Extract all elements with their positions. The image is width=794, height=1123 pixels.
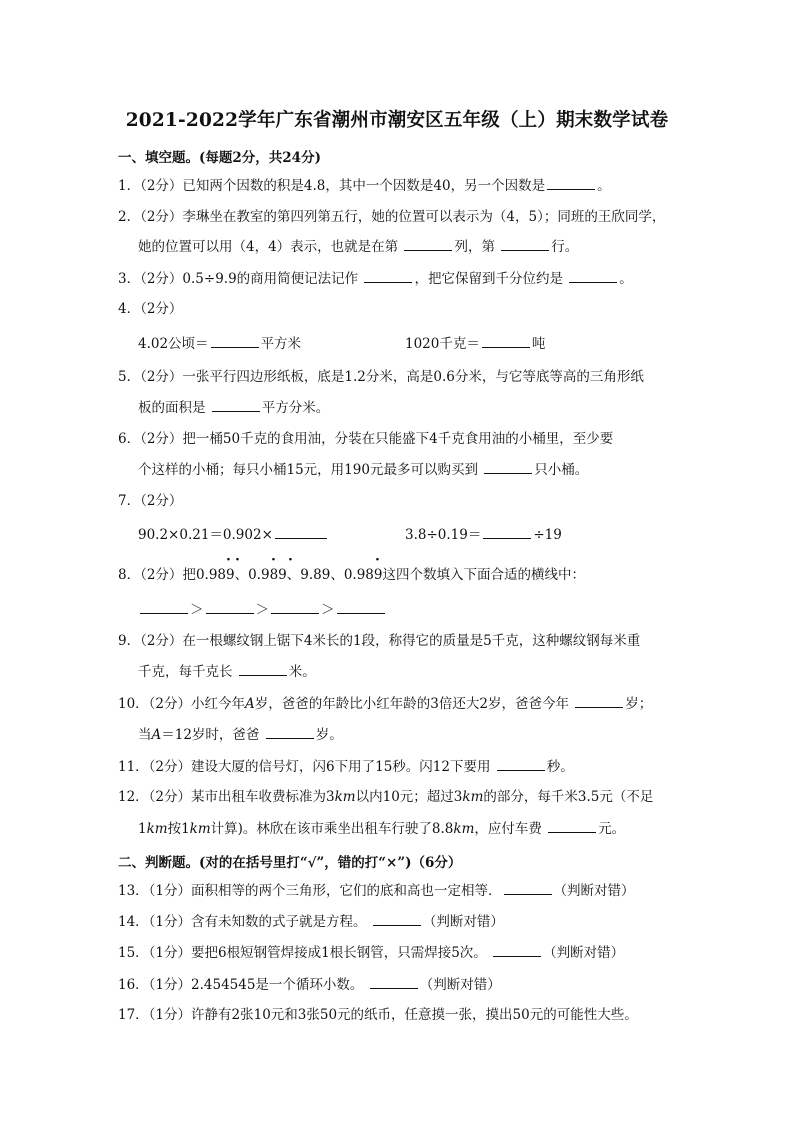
repeating-dot: · <box>271 552 276 568</box>
question-6: 6．（2分）把一桶50千克的食用油，分装在只能盛下4千克食用油的小桶里，至少要 <box>118 431 614 447</box>
answer-blank[interactable] <box>271 601 319 614</box>
question-9: 9．（2分）在一根螺纹钢上锯下4米长的1段，称得它的质量是5千克，这种螺纹钢每米重 <box>118 633 641 649</box>
answer-blank[interactable] <box>497 758 545 771</box>
answer-blank[interactable] <box>547 177 595 190</box>
answer-blank[interactable] <box>569 270 617 283</box>
answer-blank[interactable] <box>373 913 421 926</box>
question-2-cont: 她的位置可以用（4，4）表示，也就是在第 列，第 行。 <box>138 239 579 255</box>
answer-blank[interactable] <box>266 726 314 739</box>
question-13: 13．（1分）面积相等的两个三角形，它们的底和高也一定相等． （判断对错） <box>118 883 635 899</box>
answer-blank[interactable] <box>501 238 549 251</box>
answer-blank[interactable] <box>140 601 188 614</box>
question-3: 3．（2分）0.5÷9.9的商用简便记法记作 ，把它保留到千分位约是 。 <box>118 271 633 287</box>
answer-blank[interactable] <box>484 461 532 474</box>
repeating-dot: · <box>226 552 231 568</box>
question-16: 16．（1分）2.454545是一个循环小数。 （判断对错） <box>118 977 501 993</box>
number-3: 9.89 <box>300 567 331 583</box>
answer-blank[interactable] <box>404 238 452 251</box>
question-7-part-b: 3.8÷0.19＝ ÷19 <box>405 527 562 543</box>
number-1: 0.989 <box>195 567 235 583</box>
question-7: 7．（2分） <box>118 493 183 509</box>
answer-blank[interactable] <box>575 695 623 708</box>
repeating-dot: · <box>375 552 380 568</box>
answer-blank[interactable] <box>370 976 418 989</box>
question-5: 5．（2分）一张平行四边形纸板，底是1.2分米，高是0.6分米，与它等底等高的三角形纸 <box>118 369 644 385</box>
question-7-part-a: 90.2×0.21＝0.902× <box>138 526 329 543</box>
question-6-cont: 个这样的小桶；每只小桶15元，用190元最多可以购买到 只小桶。 <box>138 462 589 478</box>
answer-blank[interactable] <box>275 526 327 539</box>
question-5-cont: 板的面积是 平方分米。 <box>138 400 330 416</box>
question-10-cont: 当A＝12岁时，爸爸 岁。 <box>138 727 343 743</box>
repeating-dot: · <box>235 552 240 568</box>
repeating-dot: · <box>288 552 293 568</box>
question-14: 14．（1分）含有未知数的式子就是方程。 （判断对错） <box>118 914 504 930</box>
answer-blank[interactable] <box>548 820 596 833</box>
question-9-cont: 千克，每千克长 米。 <box>138 664 316 680</box>
exam-title: 2021-2022学年广东省潮州市潮安区五年级（上）期末数学试卷 <box>125 110 669 131</box>
answer-blank[interactable] <box>206 601 254 614</box>
question-8-order-line: ＞ ＞ ＞ <box>138 601 387 618</box>
question-8: 8．（2分）把0.989、0.989、9.89、0.989这四个数填入下面合适的横线中： <box>118 567 585 583</box>
question-1: 1．（2分）已知两个因数的积是4.8，其中一个因数是40，另一个因数是 。 <box>118 178 611 194</box>
answer-blank[interactable] <box>364 270 412 283</box>
question-11: 11．（2分）建设大厦的信号灯，闪6下用了15秒。闪12下要用 秒。 <box>118 759 574 775</box>
section-fill-in-heading: 一、填空题。(每题2分，共24分) <box>118 150 321 166</box>
question-4-part-b: 1020千克＝ 吨 <box>405 336 546 352</box>
number-4: 0.989 <box>343 567 383 583</box>
question-12-cont: 1km按1km计算)。林欣在该市乘坐出租车行驶了8.8km，应付车费 元。 <box>138 821 626 837</box>
question-2: 2．（2分）李琳坐在教室的第四列第五行，她的位置可以表示为（4，5）；同班的王欣同学， <box>118 209 666 225</box>
answer-blank[interactable] <box>337 601 385 614</box>
answer-blank[interactable] <box>504 882 552 895</box>
answer-blank[interactable] <box>482 335 530 348</box>
question-17: 17．（1分）许静有2张10元和3张50元的纸币，任意摸一张，摸出50元的可能性大些。 <box>118 1007 638 1023</box>
number-2: 0.989 <box>248 567 287 583</box>
question-4: 4．（2分） <box>118 301 183 317</box>
answer-blank[interactable] <box>483 526 531 539</box>
question-4-part-a: 4.02公顷＝ 平方米 <box>138 336 302 352</box>
answer-blank[interactable] <box>239 663 287 676</box>
q1-text: 1．（2分）已知两个因数的积是4.8，其中一个因数是40，另一个因数是 <box>118 178 546 194</box>
question-15: 15．（1分）要把6根短钢管焊接成1根长钢管，只需焊接5次。 （判断对错） <box>118 945 625 961</box>
question-12: 12．（2分）某市出租车收费标准为3km以内10元；超过3km的部分，每千米3.5元（不足 <box>118 789 654 805</box>
section-true-false-heading: 二、判断题。(对的在括号里打“√”，错的打“×”)（6分） <box>118 855 462 871</box>
answer-blank[interactable] <box>211 335 259 348</box>
answer-blank[interactable] <box>493 944 541 957</box>
question-10: 10．（2分）小红今年A岁，爸爸的年龄比小红年龄的3倍还大2岁，爸爸今年 岁； <box>118 696 653 712</box>
answer-blank[interactable] <box>212 399 260 412</box>
